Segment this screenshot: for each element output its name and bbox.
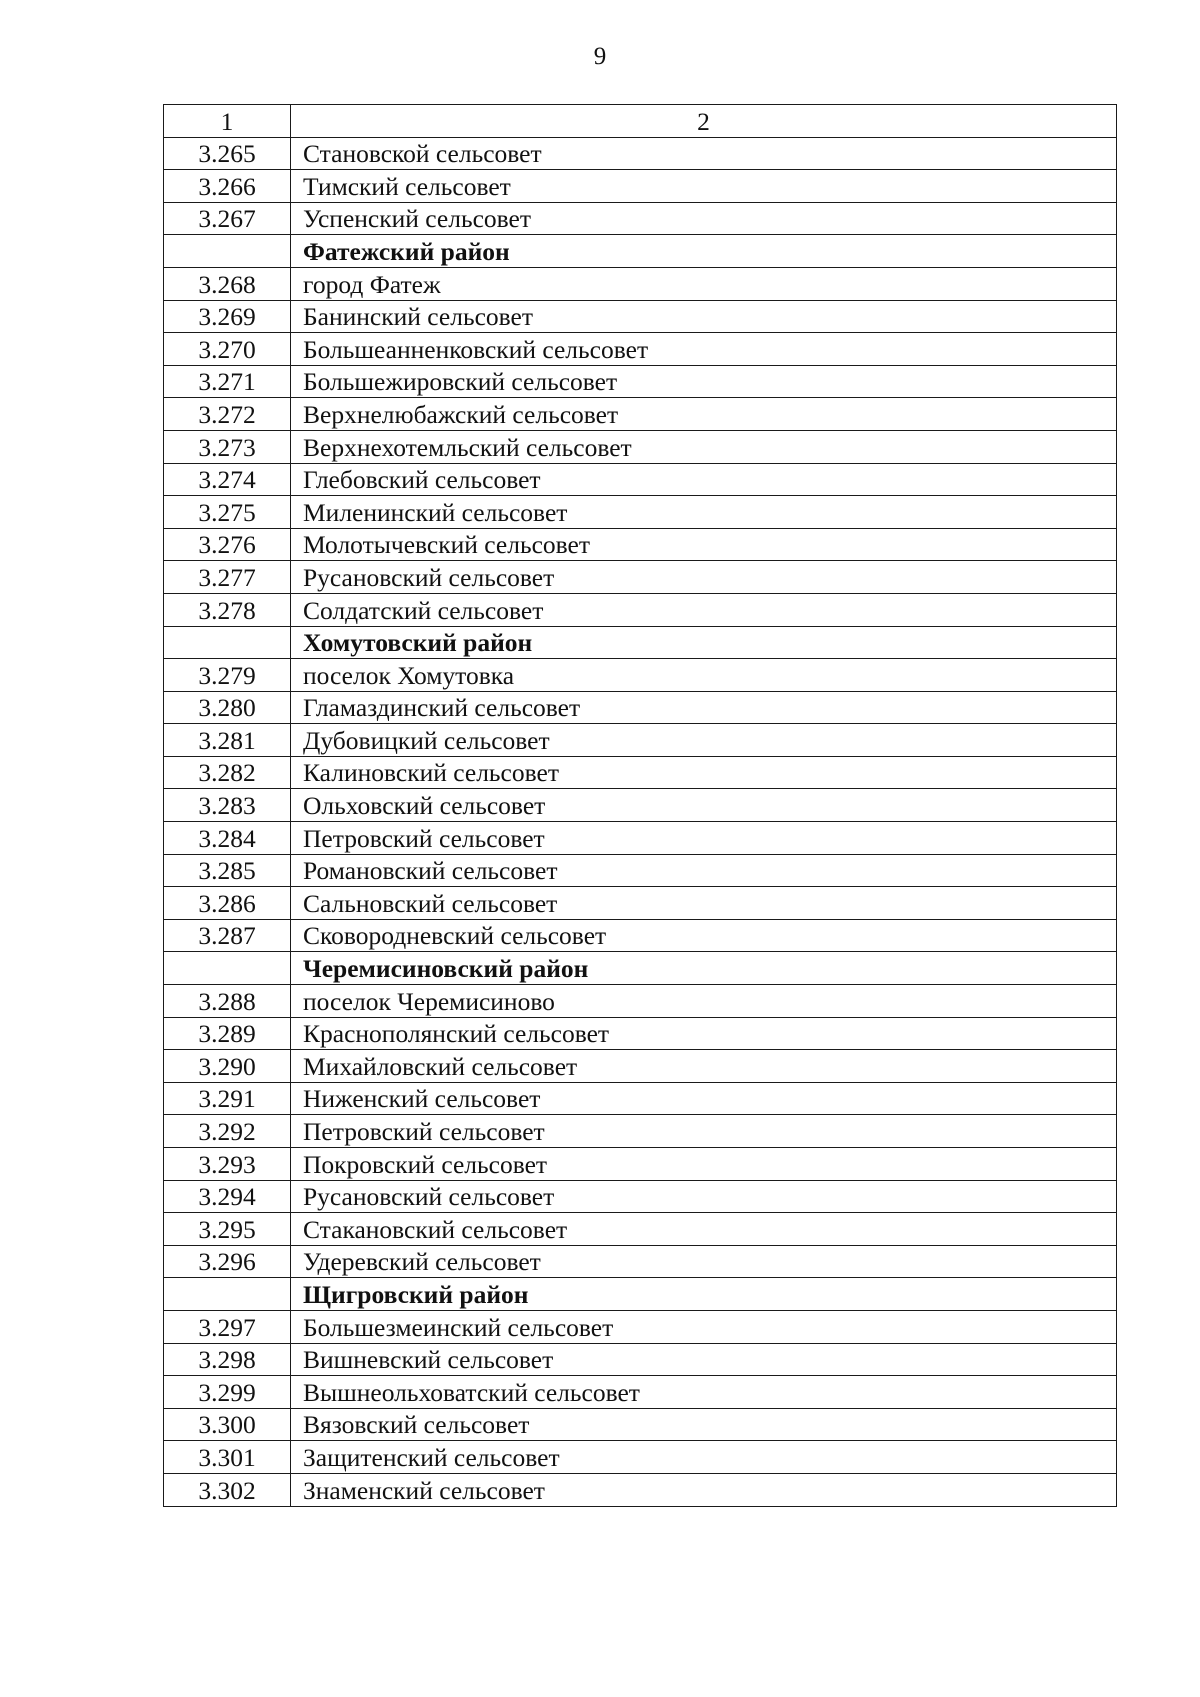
settlement-name-cell: Ниженский сельсовет <box>291 1082 1117 1115</box>
row-number-cell: 3.299 <box>164 1376 291 1409</box>
row-number-cell: 3.295 <box>164 1213 291 1246</box>
settlement-name-cell: Покровский сельсовет <box>291 1148 1117 1181</box>
settlement-name-cell: Становской сельсовет <box>291 137 1117 170</box>
settlement-name-cell: Миленинский сельсовет <box>291 496 1117 529</box>
settlement-name-cell: Сальновский сельсовет <box>291 887 1117 920</box>
district-heading-row <box>164 952 1117 985</box>
row-number-cell: 3.290 <box>164 1050 291 1083</box>
settlement-name-cell: Петровский сельсовет <box>291 822 1117 855</box>
settlement-name-cell: Большежировский сельсовет <box>291 365 1117 398</box>
district-name-cell: Фатежский район <box>291 235 1117 268</box>
table-row <box>164 463 1117 496</box>
district-heading-row <box>164 235 1117 268</box>
settlement-name-cell: Банинский сельсовет <box>291 300 1117 333</box>
row-number-cell: 3.280 <box>164 691 291 724</box>
table-row <box>164 1115 1117 1148</box>
row-number-cell: 3.275 <box>164 496 291 529</box>
district-name-cell: Черемисиновский район <box>291 952 1117 985</box>
row-number-cell: 3.278 <box>164 593 291 626</box>
row-number-cell: 3.270 <box>164 333 291 366</box>
header-cell-number: 1 <box>164 105 291 138</box>
table-row <box>164 267 1117 300</box>
settlement-name-cell: Защитенский сельсовет <box>291 1441 1117 1474</box>
settlement-name-cell: Молотычевский сельсовет <box>291 528 1117 561</box>
row-number-cell: 3.296 <box>164 1245 291 1278</box>
settlement-name-cell: Дубовицкий сельсовет <box>291 724 1117 757</box>
table-row <box>164 561 1117 594</box>
row-number-cell: 3.301 <box>164 1441 291 1474</box>
settlement-name-cell: поселок Хомутовка <box>291 659 1117 692</box>
row-number-cell <box>164 235 291 268</box>
table-row <box>164 1376 1117 1409</box>
row-number-cell: 3.287 <box>164 919 291 952</box>
settlement-name-cell: Краснополянский сельсовет <box>291 1017 1117 1050</box>
header-cell-name: 2 <box>291 105 1117 138</box>
row-number-cell: 3.272 <box>164 398 291 431</box>
municipality-table <box>163 104 1117 1507</box>
table-row <box>164 789 1117 822</box>
district-name-cell: Щигровский район <box>291 1278 1117 1311</box>
row-number-cell: 3.271 <box>164 365 291 398</box>
table-row <box>164 430 1117 463</box>
district-heading-row <box>164 626 1117 659</box>
row-number-cell: 3.284 <box>164 822 291 855</box>
row-number-cell: 3.291 <box>164 1082 291 1115</box>
table-row <box>164 170 1117 203</box>
table-body <box>164 105 1117 1507</box>
row-number-cell <box>164 952 291 985</box>
row-number-cell: 3.269 <box>164 300 291 333</box>
table-row <box>164 1343 1117 1376</box>
table-row <box>164 1180 1117 1213</box>
settlement-name-cell: Романовский сельсовет <box>291 854 1117 887</box>
table-row <box>164 528 1117 561</box>
row-number-cell: 3.277 <box>164 561 291 594</box>
settlement-name-cell: Ольховский сельсовет <box>291 789 1117 822</box>
row-number-cell: 3.273 <box>164 430 291 463</box>
row-number-cell: 3.300 <box>164 1408 291 1441</box>
row-number-cell: 3.268 <box>164 267 291 300</box>
table-row <box>164 724 1117 757</box>
settlement-name-cell: город Фатеж <box>291 267 1117 300</box>
row-number-cell <box>164 1278 291 1311</box>
table-row <box>164 691 1117 724</box>
table-row <box>164 1050 1117 1083</box>
settlement-name-cell: Сковородневский сельсовет <box>291 919 1117 952</box>
settlement-name-cell: Знаменский сельсовет <box>291 1473 1117 1506</box>
settlement-name-cell: Большеанненковский сельсовет <box>291 333 1117 366</box>
settlement-name-cell: Глебовский сельсовет <box>291 463 1117 496</box>
table-row <box>164 1213 1117 1246</box>
table-row <box>164 137 1117 170</box>
row-number-cell: 3.282 <box>164 756 291 789</box>
row-number-cell <box>164 626 291 659</box>
row-number-cell: 3.298 <box>164 1343 291 1376</box>
page-number: 9 <box>593 43 607 70</box>
row-number-cell: 3.281 <box>164 724 291 757</box>
settlement-name-cell: Верхнелюбажский сельсовет <box>291 398 1117 431</box>
settlement-name-cell: Русановский сельсовет <box>291 561 1117 594</box>
row-number-cell: 3.302 <box>164 1473 291 1506</box>
table-row <box>164 300 1117 333</box>
table-row <box>164 398 1117 431</box>
settlement-name-cell: Солдатский сельсовет <box>291 593 1117 626</box>
row-number-cell: 3.279 <box>164 659 291 692</box>
table-row <box>164 822 1117 855</box>
settlement-name-cell: Успенский сельсовет <box>291 202 1117 235</box>
settlement-name-cell: Гламаздинский сельсовет <box>291 691 1117 724</box>
row-number-cell: 3.266 <box>164 170 291 203</box>
table-row <box>164 919 1117 952</box>
table-row <box>164 1473 1117 1506</box>
settlement-name-cell: Михайловский сельсовет <box>291 1050 1117 1083</box>
table-row <box>164 887 1117 920</box>
district-heading-row <box>164 1278 1117 1311</box>
settlement-name-cell: Петровский сельсовет <box>291 1115 1117 1148</box>
settlement-name-cell: Вышнеольховатский сельсовет <box>291 1376 1117 1409</box>
settlement-name-cell: Стакановский сельсовет <box>291 1213 1117 1246</box>
table-row <box>164 659 1117 692</box>
row-number-cell: 3.286 <box>164 887 291 920</box>
table-row <box>164 1310 1117 1343</box>
settlement-name-cell: Вишневский сельсовет <box>291 1343 1117 1376</box>
row-number-cell: 3.265 <box>164 137 291 170</box>
row-number-cell: 3.276 <box>164 528 291 561</box>
table-row <box>164 1082 1117 1115</box>
table-row <box>164 202 1117 235</box>
row-number-cell: 3.297 <box>164 1310 291 1343</box>
row-number-cell: 3.267 <box>164 202 291 235</box>
settlement-name-cell: Вязовский сельсовет <box>291 1408 1117 1441</box>
settlement-name-cell: Тимский сельсовет <box>291 170 1117 203</box>
settlement-name-cell: Русановский сельсовет <box>291 1180 1117 1213</box>
table-row <box>164 756 1117 789</box>
table-row <box>164 854 1117 887</box>
table-row <box>164 1245 1117 1278</box>
row-number-cell: 3.285 <box>164 854 291 887</box>
row-number-cell: 3.292 <box>164 1115 291 1148</box>
table-header-row <box>164 105 1117 138</box>
table-row <box>164 985 1117 1018</box>
settlement-name-cell: Удеревский сельсовет <box>291 1245 1117 1278</box>
table-row <box>164 1017 1117 1050</box>
table-row <box>164 496 1117 529</box>
settlement-name-cell: Калиновский сельсовет <box>291 756 1117 789</box>
row-number-cell: 3.293 <box>164 1148 291 1181</box>
table-row <box>164 1441 1117 1474</box>
row-number-cell: 3.289 <box>164 1017 291 1050</box>
row-number-cell: 3.288 <box>164 985 291 1018</box>
settlement-name-cell: поселок Черемисиново <box>291 985 1117 1018</box>
table-row <box>164 593 1117 626</box>
table-row <box>164 333 1117 366</box>
row-number-cell: 3.274 <box>164 463 291 496</box>
table-row <box>164 365 1117 398</box>
settlement-name-cell: Верхнехотемльский сельсовет <box>291 430 1117 463</box>
row-number-cell: 3.283 <box>164 789 291 822</box>
table-row <box>164 1148 1117 1181</box>
district-name-cell: Хомутовский район <box>291 626 1117 659</box>
settlement-name-cell: Большезмеинский сельсовет <box>291 1310 1117 1343</box>
row-number-cell: 3.294 <box>164 1180 291 1213</box>
table-row <box>164 1408 1117 1441</box>
